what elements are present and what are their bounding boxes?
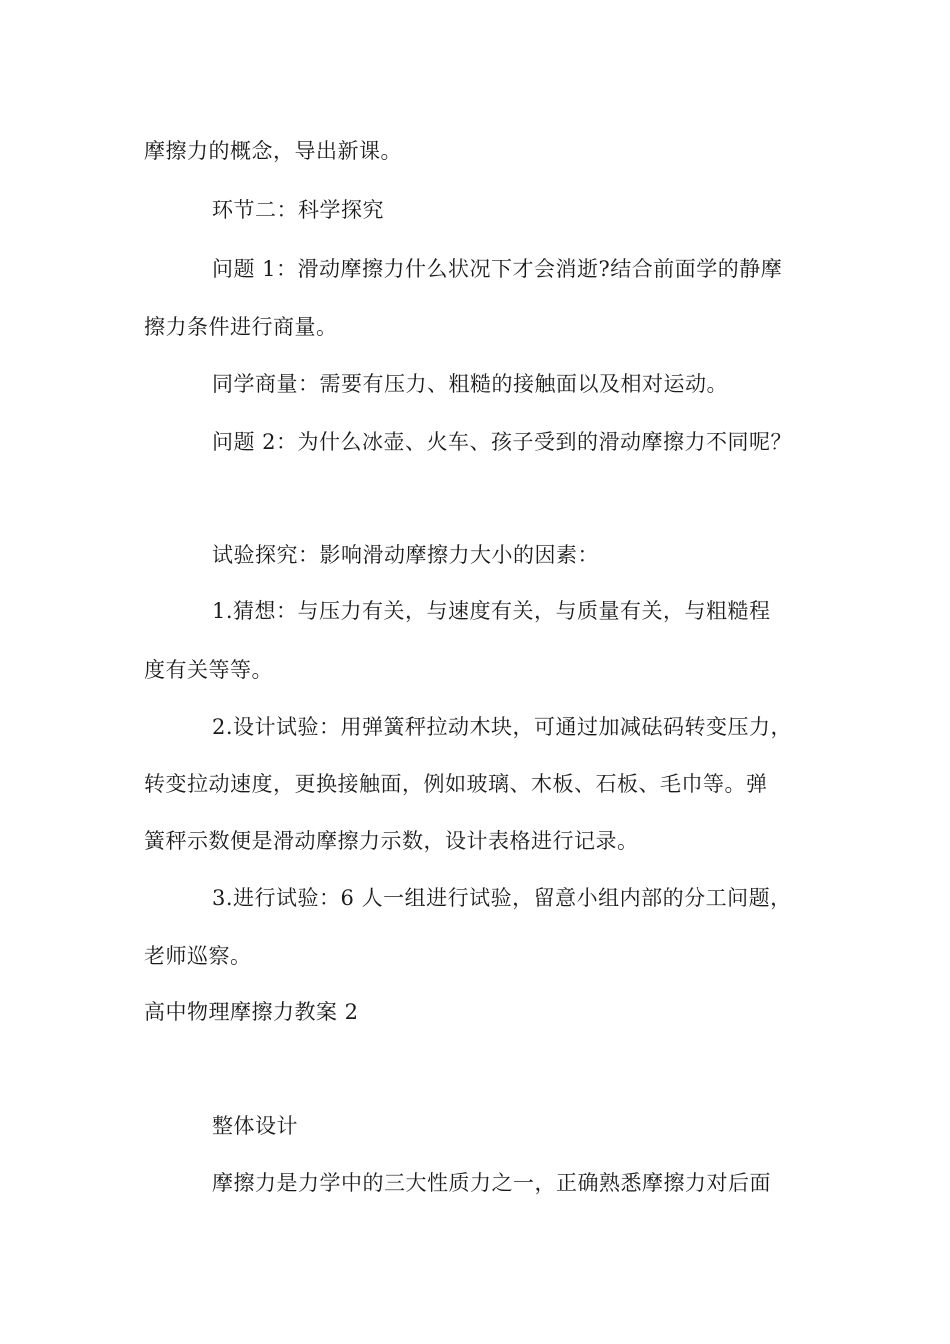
section-heading: 整体设计: [212, 1114, 298, 1138]
paragraph-line: 老师巡察。: [144, 944, 252, 968]
paragraph-line: 摩擦力的概念，导出新课。: [144, 139, 402, 163]
paragraph-line: 转变拉动速度，更换接触面，例如玻璃、木板、石板、毛巾等。弹: [144, 772, 768, 796]
paragraph-line: 摩擦力是力学中的三大性质力之一，正确熟悉摩擦力对后面: [212, 1171, 771, 1195]
paragraph-line: 同学商量：需要有压力、粗糙的接触面以及相对运动。: [212, 372, 728, 396]
document-title: 高中物理摩擦力教案 2: [144, 1000, 359, 1024]
paragraph-line: 试验探究：影响滑动摩擦力大小的因素：: [212, 543, 599, 567]
paragraph-line: 擦力条件进行商量。: [144, 315, 338, 339]
paragraph-line: 簧秤示数便是滑动摩擦力示数，设计表格进行记录。: [144, 829, 639, 853]
section-heading: 环节二：科学探究: [212, 198, 384, 222]
paragraph-line: 3.进行试验：6 人一组进行试验，留意小组内部的分工问题，: [212, 886, 792, 910]
paragraph-line: 度有关等等。: [144, 658, 273, 682]
paragraph-line: 1.猜想：与压力有关，与速度有关，与质量有关，与粗糙程: [212, 599, 771, 623]
paragraph-line: 问题 1：滑动摩擦力什么状况下才会消逝?结合前面学的静摩: [212, 257, 783, 281]
paragraph-line: 2.设计试验：用弹簧秤拉动木块，可通过加减砝码转变压力，: [212, 715, 793, 739]
paragraph-line: 问题 2：为什么冰壶、火车、孩子受到的滑动摩擦力不同呢？: [212, 430, 793, 454]
